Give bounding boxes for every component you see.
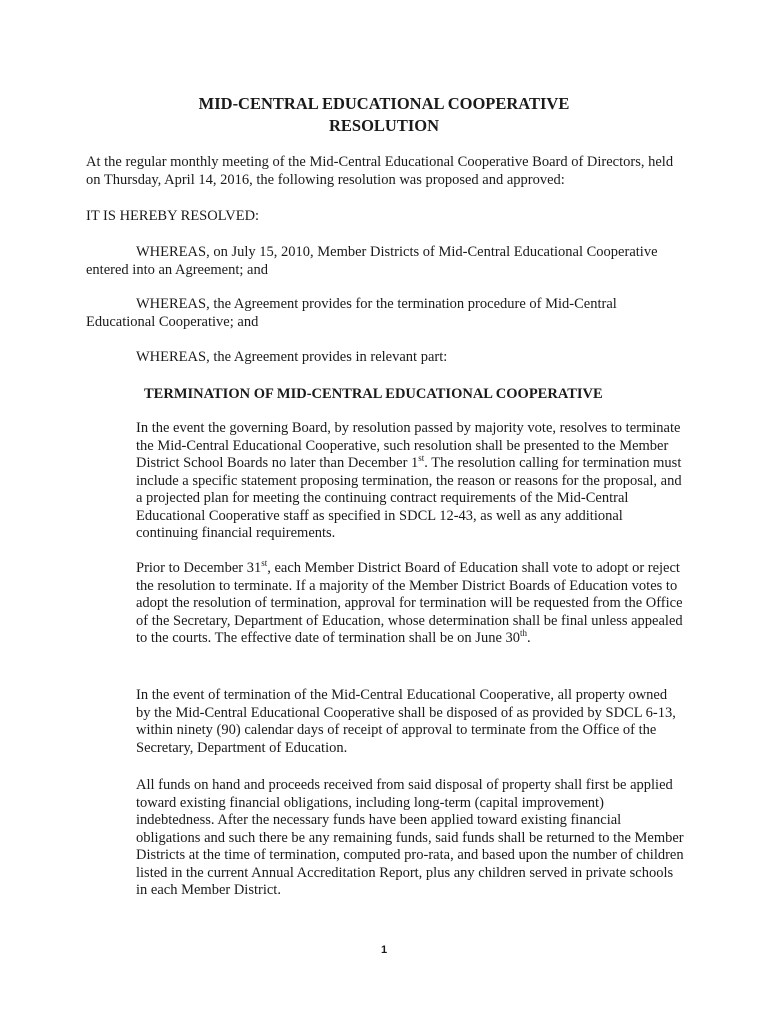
whereas-paragraph-3: WHEREAS, the Agreement provides in relevant part: [136,349,448,365]
intro-paragraph: At the regular monthly meeting of the Mid-Central Educational Cooperative Board of Directors, held on Thursday, April 14, 2016, the following resolution was proposed and approved: [86,154,674,188]
quoted-paragraph-1-text-b: . The resolution calling for termination must include a specific statement proposing termination, the reason or reasons for the proposal, and a projected plan for meeting the continuing contract requirements of the Mid-Central Educational Cooperative staff as specified in SDCL 12-43, as well as any additional continuing financial requirements. [136,455,682,541]
quoted-paragraph-2 [136,560,684,648]
document-title: MID-CENTRAL EDUCATIONAL COOPERATIVE [198,94,570,113]
quoted-paragraph-2-text-c: . [527,630,531,646]
quoted-paragraph-4: All funds on hand and proceeds received from said disposal of property shall first be applied toward existing financial obligations, including long-term (capital improvement) indebtedness. After the necessary funds have been applied toward existing financial obligations and such there be any remaining funds, said funds shall be returned to the Member Districts at the time of termination, computed pro-rata, and based upon the number of children listed in the current Annual Accreditation Report, plus any children served in private schools in each Member District. [136,777,684,898]
quoted-paragraph-1-text-a: In the event the governing Board, by resolution passed by majority vote, resolves to terminate the Mid-Central Educational Cooperative, such resolution shall be presented to the Member District School Boards no later than December 1 [136,420,681,471]
ordinal-suffix: th [520,628,528,639]
ordinal-suffix: st [418,453,425,464]
quoted-paragraph-3: In the event of termination of the Mid-Central Educational Cooperative, all property owned by the Mid-Central Educational Cooperative shall be disposed of as provided by SDCL 6-13, within ninety (90) calendar days of receipt of approval to terminate from the Office of the Secretary, Department of Education. [136,687,676,756]
quoted-paragraph-2-text-a: Prior to December 31 [136,560,262,576]
ordinal-suffix: st [261,558,268,569]
quoted-paragraph-2-text-b: , each Member District Board of Education shall vote to adopt or reject the resolution to terminate. If a majority of the Member District Boards of Education votes to adopt the resolution of termination, approval for termination will be requested from the Office of the Secretary, Department of Education, whose determination shall be final unless appealed to the courts. The effective date of termination shall be on June 30 [136,560,683,646]
whereas-paragraph-1: WHEREAS, on July 15, 2010, Member Districts of Mid-Central Educational Cooperative entered into an Agreement; and [86,244,658,278]
resolved-statement: IT IS HEREBY RESOLVED: [86,208,260,224]
page-number: 1 [380,944,388,956]
quoted-paragraph-1 [136,420,684,543]
section-heading: TERMINATION OF MID-CENTRAL EDUCATIONAL COOPERATIVE [144,386,603,402]
whereas-paragraph-2: WHEREAS, the Agreement provides for the termination procedure of Mid-Central Educational Cooperative; and [86,296,617,330]
document-subtitle: RESOLUTION [328,116,440,135]
